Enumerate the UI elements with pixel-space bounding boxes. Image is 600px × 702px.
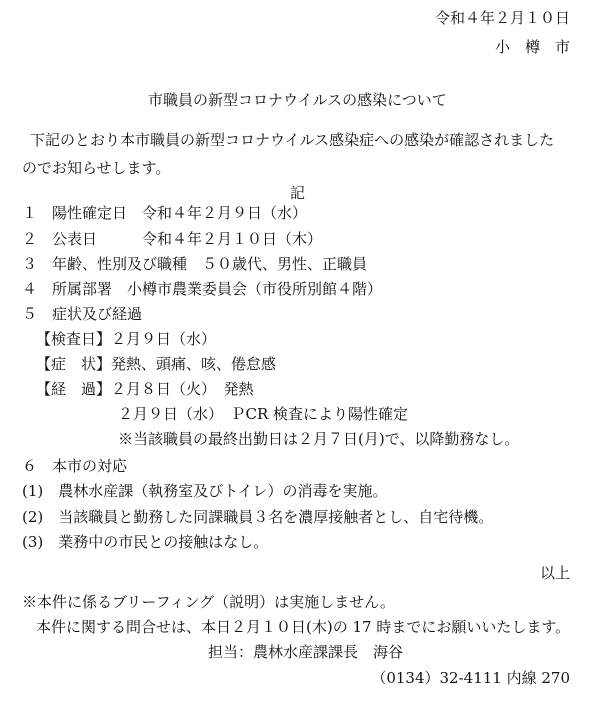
issuer-name: 小 樽 市 <box>494 38 570 56</box>
course-line-2: ２月９日（水） ＰCR 検査により陽性確定 <box>118 405 409 423</box>
course-line-1: 【経 過】２月８日（火） 発熱 <box>36 380 254 398</box>
document-title: 市職員の新型コロナウイルスの感染について <box>148 91 447 109</box>
item-4-text: 所属部署 小樽市農業委員会（市役所別館４階） <box>52 280 383 298</box>
response-item-2: (2) 当該職員と勤務した同課職員３名を濃厚接触者とし、自宅待機。 <box>22 508 494 526</box>
item-5-text: 症状及び経過 <box>52 305 143 323</box>
inquiry-line: 本件に関する問合せは、本日２月１０日(木)の 17 時までにお願いいたします。 <box>36 618 571 636</box>
contact-phone: （0134）32-4111 内線 270 <box>371 669 570 687</box>
briefing-note: ※本件に係るブリーフィング（説明）は実施しません。 <box>22 593 396 611</box>
item-4-number: ４ <box>22 280 38 298</box>
test-date-line: 【検査日】２月９日（水） <box>36 330 217 348</box>
item-1-value: 令和４年２月９日（水） <box>142 204 308 222</box>
item-6-number: ６ <box>22 457 38 475</box>
item-2-label: 公表日 <box>52 230 98 248</box>
contact-person: 担当：農林水産課課長 海谷 <box>208 643 404 661</box>
item-5-number: ５ <box>22 305 38 323</box>
item-1-label: 陽性確定日 <box>52 204 128 222</box>
intro-line-1: 下記のとおり本市職員の新型コロナウイルス感染症への感染が確認されました <box>30 131 555 149</box>
document-date: 令和４年２月１０日 <box>434 9 570 27</box>
intro-line-2: のでお知らせします。 <box>22 159 171 177</box>
item-2-number: ２ <box>22 230 38 248</box>
ki-heading: 記 <box>290 184 306 202</box>
closing-ijo: 以上 <box>539 564 570 582</box>
item-6-text: 本市の対応 <box>52 457 128 475</box>
response-item-3: (3) 業務中の市民との接触はなし。 <box>22 533 269 551</box>
item-3-text: 年齢、性別及び職種 ５０歳代、男性、正職員 <box>52 255 368 273</box>
last-work-note: ※当該職員の最終出勤日は２月７日(月)で、以降勤務なし。 <box>118 430 520 448</box>
symptoms-line: 【症 状】発熱、頭痛、咳、倦怠感 <box>36 355 277 373</box>
item-1-number: １ <box>22 204 38 222</box>
item-3-number: ３ <box>22 255 38 273</box>
item-2-value: 令和４年２月１０日（木） <box>142 230 323 248</box>
response-item-1: (1) 農林水産課（執務室及びトイレ）の消毒を実施。 <box>22 482 388 500</box>
